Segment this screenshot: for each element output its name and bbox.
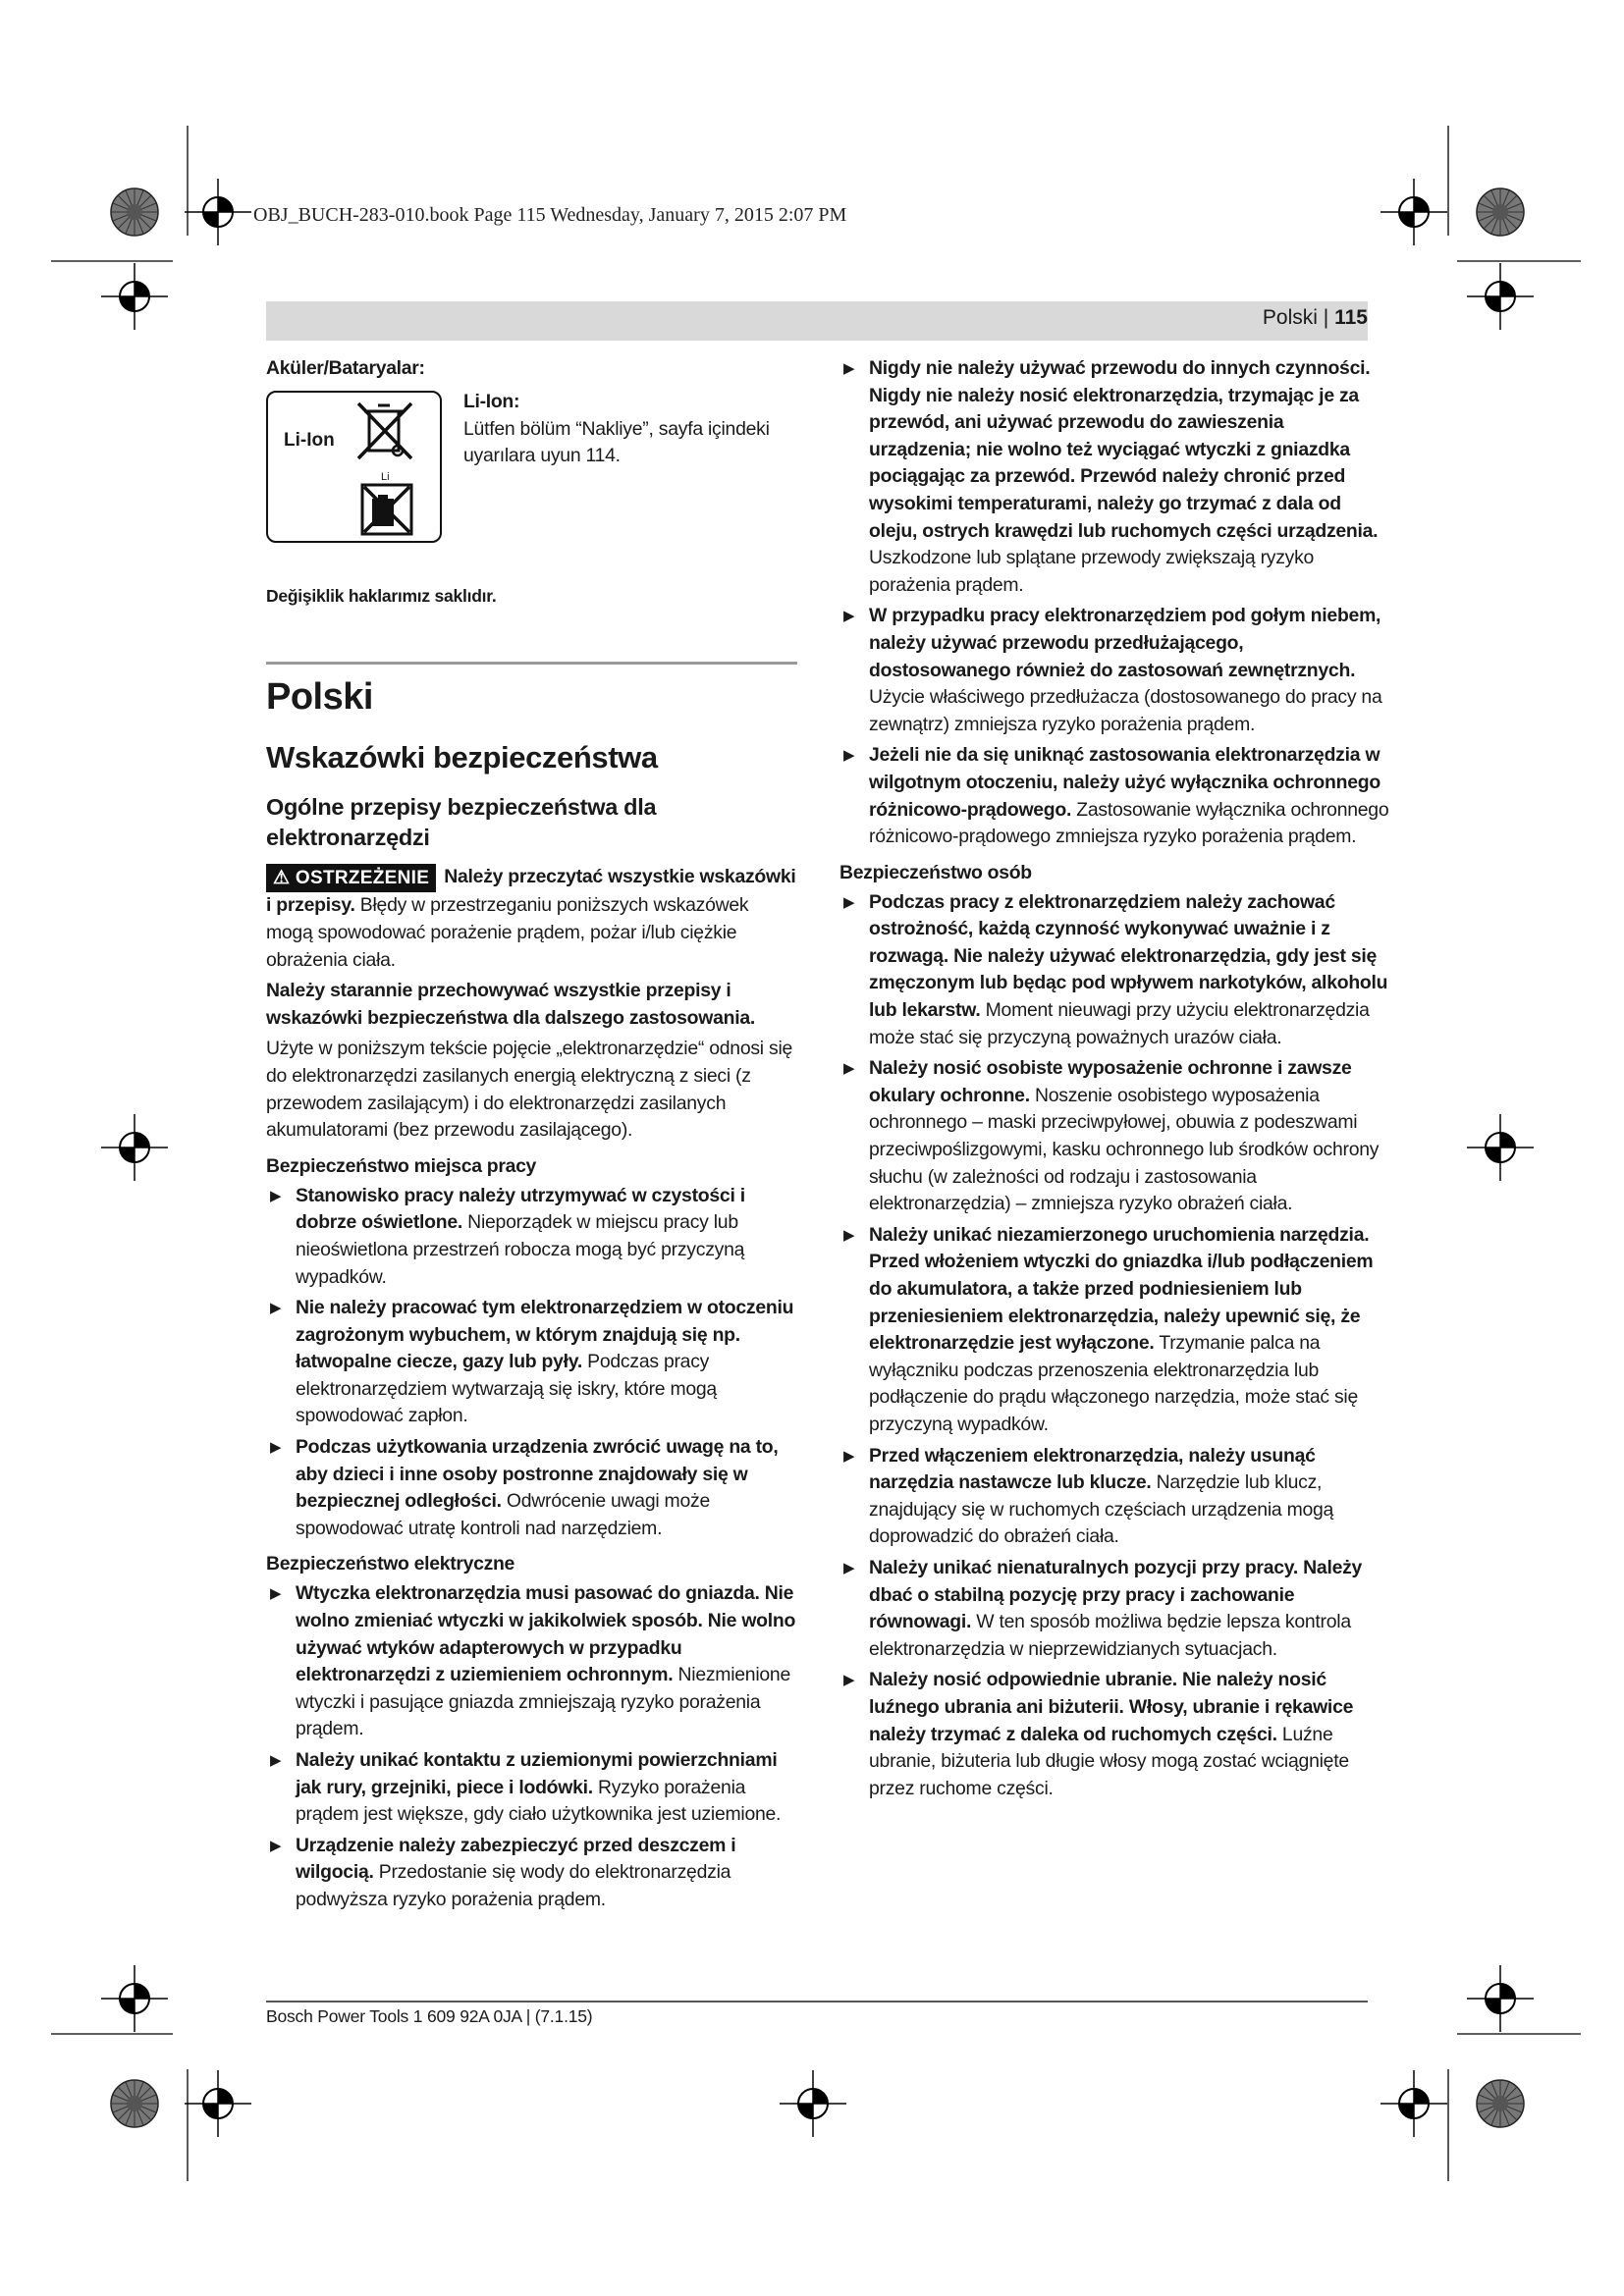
page-separator: | — [1323, 306, 1329, 329]
item-bold: Podczas pracy z elektronarzędziem należy zachować ostrożność, każdą czynność wykonywać uważnie i z rozwagą. Nie należy używać elektronarzędzia, gdy jest się zmęczonym lub będąc pod wpływem narkotyków, alkoholu lub lekarstw. — [869, 890, 1388, 1022]
item-bold: Urządzenie należy zabezpieczyć przed deszczem i wilgocią. — [296, 1834, 736, 1884]
play-arrow-bullet-icon: ▶ — [843, 1672, 855, 1689]
item-text: Uszkodzone lub splątane przewody zwiększają ryzyko porażenia prądem. — [869, 547, 1315, 596]
page-footer: Bosch Power Tools 1 609 92A 0JA | (7.1.15) — [266, 2006, 593, 2026]
footer-rule — [266, 2001, 1368, 2002]
item-text: Przedostanie się wody do elektronarzędzia podwyższa ryzyko porażenia prądem. — [296, 1861, 731, 1910]
item-bold: Nie należy pracować tym elektronarzędziem w otoczeniu zagrożonym wybuchem, w którym znajdują się np. łatwopalne ciecze, gazy lub pyły. — [296, 1297, 794, 1373]
print-header: OBJ_BUCH-283-010.book Page 115 Wednesday, January 7, 2015 2:07 PM — [253, 204, 847, 226]
page-section: Polski — [1262, 306, 1318, 329]
item-text: Użycie właściwego przedłużacza (dostosowanego do pracy na zewnątrz) zmniejsza ryzyko porażenia prądem. — [869, 686, 1382, 735]
item-bold: Podczas użytkowania urządzenia zwrócić uwagę na to, aby dzieci i inne osoby postronne znajdowały się w bezpiecznej odległości. — [296, 1436, 779, 1513]
list-item — [839, 355, 1389, 599]
list-item — [839, 1443, 1389, 1551]
list-item — [839, 603, 1389, 738]
liion-text: Lütfen bölüm “Nakliye”, sayfa içindeki uyarılara uyun 114. — [463, 417, 770, 467]
cord-list — [839, 355, 1389, 851]
keep-instructions: Należy starannie przechowywać wszystkie przepisy i wskazówki bezpieczeństwa dla dalszego zastosowania. — [266, 980, 756, 1029]
page-label — [1263, 306, 1368, 330]
warning-paragraph — [266, 864, 797, 974]
item-bold: W przypadku pracy elektronarzędziem pod gołym niebem, należy używać przewodu przedłużającego, dostosowanego również do zastosowań zewnętrznych. — [869, 605, 1381, 681]
play-arrow-bullet-icon: ▶ — [843, 1559, 855, 1576]
battery-heading: Aküler/Bataryalar: — [266, 357, 425, 379]
item-bold: Należy nosić odpowiednie ubranie. Nie należy nosić luźnego ubrania ani biżuterii. Włosy, ubranie i rękawice należy trzymać z daleka od ruchomych części. — [869, 1669, 1354, 1745]
personal-list — [839, 889, 1389, 1803]
workplace-list — [266, 1183, 797, 1543]
play-arrow-bullet-icon: ▶ — [843, 1060, 855, 1078]
item-text: Odwrócenie uwagi może spowodować utratę kontroli nad narzędziem. — [296, 1490, 710, 1539]
play-arrow-bullet-icon: ▶ — [843, 608, 855, 625]
item-bold: Należy unikać niezamierzonego uruchomienia narzędzia. Przed włożeniem wtyczki do gniazdka i/lub podłączeniem do akumulatora, a także przed podniesieniem lub przeniesieniem elektronarzędzia, należy upewnić się, że elektronarzędzie jest wyłączone. — [869, 1223, 1374, 1355]
workplace-heading: Bezpieczeństwo miejsca pracy — [266, 1154, 537, 1177]
item-text: Trzymanie palca na wyłączniku podczas przenoszenia elektronarzędzia lub podłączenie do prądu włączonego narzędzia, może stać się przyczyną wypadków. — [869, 1332, 1359, 1435]
warning-label: ⚠ OSTRZEŻENIE — [266, 864, 436, 892]
electrical-heading: Bezpieczeństwo elektryczne — [266, 1553, 514, 1575]
play-arrow-bullet-icon: ▶ — [270, 1837, 282, 1854]
page-number: 115 — [1334, 306, 1368, 329]
list-item — [266, 1833, 797, 1914]
item-text: Narzędzie lub klucz, znajdujący się w ruchomych częściach urządzenia mogą doprowadzić do obrażeń ciała. — [869, 1471, 1334, 1548]
right-column — [839, 355, 1389, 1802]
liion-symbol-label: Li-Ion — [284, 430, 335, 451]
list-item — [266, 1747, 797, 1829]
item-text: Niezmienione wtyczki i pasujące gniazda zmniejszają ryzyko porażenia prądem. — [296, 1664, 790, 1740]
list-item — [839, 742, 1389, 850]
warning-text: Błędy w przestrzeganiu poniższych wskazówek mogą spowodować porażenie prądem, pożar i/lub ciężkie obrażenia ciała. — [266, 894, 749, 971]
play-arrow-bullet-icon: ▶ — [270, 1585, 282, 1603]
list-item — [266, 1434, 797, 1542]
list-item — [839, 889, 1389, 1052]
item-bold: Wtyczka elektronarzędzia musi pasować do gniazda. Nie wolno zmieniać wtyczki w jakikolwiek sposób. Nie wolno używać wtyków adapterowych w przypadku elektronarzędzi z uziemieniem ochronnym. — [296, 1582, 796, 1686]
item-bold: Należy nosić osobiste wyposażenie ochronne i zawsze okulary ochronne. — [869, 1057, 1352, 1106]
play-arrow-bullet-icon: ▶ — [843, 360, 855, 377]
liion-note — [463, 389, 797, 470]
lang-heading: Polski — [266, 676, 373, 719]
item-text: Ryzyko porażenia prądem jest większe, gdy ciało użytkownika jest uziemione. — [296, 1776, 782, 1826]
list-item — [839, 1667, 1389, 1802]
electrical-list — [266, 1580, 797, 1913]
header-bar — [266, 301, 1368, 341]
list-item — [839, 1555, 1389, 1663]
play-arrow-bullet-icon: ▶ — [843, 893, 855, 911]
play-arrow-bullet-icon: ▶ — [270, 1187, 282, 1204]
warning-bold: Należy przeczytać wszystkie wskazówki i przepisy. — [266, 866, 796, 917]
play-arrow-bullet-icon: ▶ — [270, 1300, 282, 1317]
list-item — [266, 1295, 797, 1430]
item-bold: Przed włączeniem elektronarzędzia, należy usunąć narzędzia nastawcze lub klucze. — [869, 1444, 1316, 1494]
item-text: Moment nieuwagi przy użyciu elektronarzędzia może stać się przyczyną poważnych urazów ciała. — [869, 999, 1370, 1048]
personal-heading: Bezpieczeństwo osób — [839, 861, 1032, 883]
item-bold: Należy unikać kontaktu z uziemionymi powierzchniami jak rury, grzejniki, piece i lodówki. — [296, 1749, 778, 1798]
item-text: Luźne ubranie, biżuteria lub długie włosy mogą zostać wciągnięte przez ruchome części. — [869, 1723, 1349, 1799]
list-item — [839, 1222, 1389, 1439]
item-text: W ten sposób możliwa będzie lepsza kontrola elektronarzędzia w nieprzewidzianych sytuacjach. — [869, 1611, 1351, 1660]
list-item — [839, 1055, 1389, 1218]
list-item — [266, 1580, 797, 1743]
play-arrow-bullet-icon: ▶ — [843, 1226, 855, 1244]
left-column — [266, 355, 797, 1914]
play-arrow-bullet-icon: ▶ — [843, 1447, 855, 1465]
item-text: Podczas pracy elektronarzędziem wytwarzają się iskry, które mogą spowodować zapłon. — [296, 1351, 717, 1427]
item-bold: Jeżeli nie da się uniknąć zastosowania elektronarzędzia w wilgotnym otoczeniu, należy użyć wyłącznika ochronnego różnicowo-prądowego. — [869, 744, 1380, 821]
term-definition: Użyte w poniższym tekście pojęcie „elektronarzędzie“ odnosi się do elektronarzędzi zasilanych energią elektryczną z sieci (z przewodem zasilającym) i do elektronarzędzi zasilanych akumulatorami (bez przewodu zasilającego). — [266, 1038, 793, 1142]
rights-reserved: Değişiklik haklarımız saklıdır. — [266, 585, 497, 606]
item-text: Nieporządek w miejscu pracy lub nieoświetlona przestrzeń robocza mogą być przyczyną wypadków. — [296, 1211, 745, 1288]
general-heading: Ogólne przepisy bezpieczeństwa dla elektronarzędzi — [266, 794, 657, 851]
safety-heading: Wskazówki bezpieczeństwa — [266, 740, 658, 775]
item-text: Zastosowanie wyłącznika ochronnego różnicowo-prądowego zmniejsza ryzyko porażenia prądem. — [869, 798, 1389, 848]
liion-symbol-small: Li — [381, 471, 390, 483]
play-arrow-bullet-icon: ▶ — [270, 1752, 282, 1769]
item-text: Noszenie osobistego wyposażenia ochronnego – maski przeciwpyłowej, obuwia z podeszwami przeciwpoślizgowymi, kasku ochronnego lub środków ochrony słuchu (w zależności od rodzaju i zastosowania elektronarzędzia) – zmniejsza ryzyko obrażeń ciała. — [869, 1084, 1380, 1215]
play-arrow-bullet-icon: ▶ — [270, 1439, 282, 1457]
item-bold: Należy unikać nienaturalnych pozycji przy pracy. Należy dbać o stabilną pozycję przy pracy i zachowanie równowagi. — [869, 1556, 1363, 1633]
section-rule — [266, 662, 797, 665]
list-item — [266, 1183, 797, 1291]
play-arrow-bullet-icon: ▶ — [843, 747, 855, 765]
item-bold: Nigdy nie należy używać przewodu do innych czynności. Nigdy nie należy nosić elektronarzędzia, trzymając je za przewód, ani używać przewodu do zawieszenia urządzenia; nie wolno też wyciągać wtyczki z gniazdka pociągając za przewód. Przewód należy chronić przed wysokimi temperaturami, należy go trzymać z dala od oleju, ostrych krawędzi lub ruchomych części urządzenia. — [869, 357, 1379, 542]
liion-title: Li-Ion: — [463, 391, 520, 412]
item-bold: Stanowisko pracy należy utrzymywać w czystości i dobrze oświetlone. — [296, 1184, 745, 1234]
